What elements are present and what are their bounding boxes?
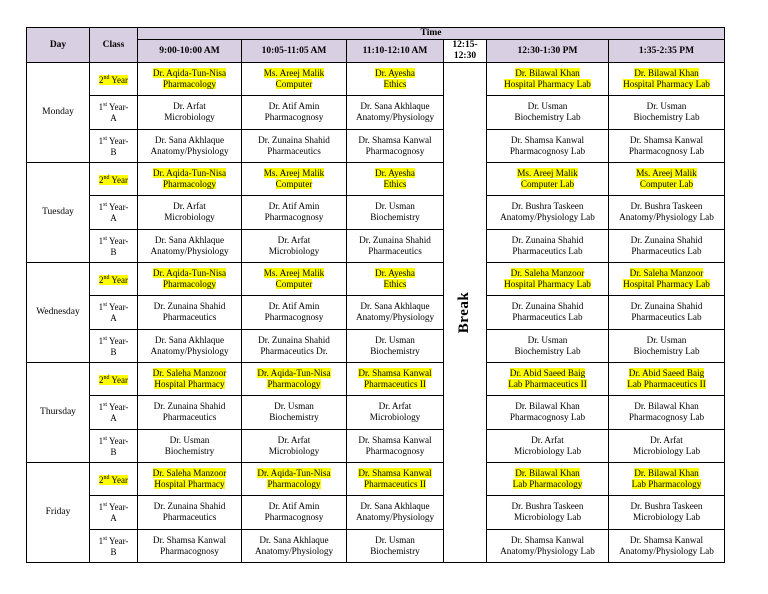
subject-name: Biochemistry bbox=[164, 445, 215, 456]
teacher-name: Dr. Ayesha bbox=[375, 168, 415, 179]
schedule-cell bbox=[242, 96, 347, 129]
schedule-cell bbox=[609, 162, 725, 195]
subject-name: Anatomy/Physiology Lab bbox=[619, 212, 714, 223]
teacher-name: Dr. Shamsa Kanwal bbox=[358, 368, 432, 379]
teacher-name: Ms. Areej Malik bbox=[636, 168, 697, 179]
schedule-cell bbox=[138, 196, 242, 229]
schedule-cell bbox=[487, 96, 609, 129]
table-row bbox=[27, 396, 725, 429]
subject-name: Pharmacognosy bbox=[365, 445, 425, 456]
teacher-name: Dr. Arfat bbox=[531, 434, 564, 445]
table-row bbox=[27, 529, 725, 562]
schedule-cell bbox=[347, 429, 444, 462]
class-label bbox=[90, 496, 138, 529]
day-name: Monday bbox=[27, 63, 90, 163]
subject-name: Hospital Pharmacy Lab bbox=[623, 279, 710, 290]
subject-name: Microbiology bbox=[164, 212, 215, 223]
teacher-name: Dr. Arfat bbox=[277, 434, 311, 445]
class-label-text: 1st Year- B bbox=[98, 235, 129, 257]
teacher-name: Dr. Ayesha bbox=[375, 68, 415, 79]
teacher-name: Dr. Ayesha bbox=[375, 268, 415, 279]
schedule-cell bbox=[347, 96, 444, 129]
schedule-cell bbox=[609, 196, 725, 229]
day-name: Friday bbox=[27, 462, 90, 562]
subject-name: Anatomy/Physiology bbox=[355, 512, 435, 523]
class-label-text: 2nd Year bbox=[98, 274, 128, 285]
teacher-name: Dr. Atif Amin bbox=[268, 101, 320, 112]
schedule-cell bbox=[138, 63, 242, 96]
subject-name: Anatomy/Physiology bbox=[150, 145, 229, 156]
teacher-name: Dr. Aqida-Tun-Nisa bbox=[257, 368, 331, 379]
schedule-cell bbox=[347, 63, 444, 96]
subject-name: Pharmacognosy bbox=[264, 512, 324, 523]
subject-name: Biochemistry bbox=[269, 412, 319, 423]
schedule-cell bbox=[347, 296, 444, 329]
subject-name: Microbiology Lab bbox=[513, 512, 582, 523]
header-slot-5: 1:35-2:35 PM bbox=[609, 40, 725, 63]
schedule-cell bbox=[609, 396, 725, 429]
teacher-name: Dr. Abid Saeed Baig bbox=[628, 368, 705, 379]
schedule-cell bbox=[242, 529, 347, 562]
class-label-text: 1st Year- A bbox=[98, 302, 129, 324]
teacher-name: Dr. Usman bbox=[646, 334, 687, 345]
table-row bbox=[27, 96, 725, 129]
teacher-name: Dr. Saleha Manzoor bbox=[629, 268, 704, 279]
subject-name: Biochemistry bbox=[370, 212, 420, 223]
schedule-cell bbox=[609, 229, 725, 262]
schedule-cell bbox=[609, 429, 725, 462]
schedule-cell bbox=[138, 429, 242, 462]
class-label-text: 2nd Year bbox=[98, 174, 128, 185]
schedule-cell bbox=[487, 129, 609, 162]
teacher-name: Dr. Shamsa Kanwal bbox=[510, 134, 585, 145]
class-label-text: 1st Year- A bbox=[98, 202, 129, 224]
teacher-name: Dr. Shamsa Kanwal bbox=[358, 468, 432, 479]
teacher-name: Dr. Bilawal Khan bbox=[515, 401, 580, 412]
subject-name: Computer Lab bbox=[520, 179, 575, 190]
break-column bbox=[444, 63, 487, 563]
subject-name: Hospital Pharmacy bbox=[154, 479, 225, 490]
schedule-cell bbox=[609, 362, 725, 395]
teacher-name: Dr. Aqida-Tun-Nisa bbox=[152, 68, 227, 79]
teacher-name: Dr. Zunaina Shahid bbox=[511, 234, 584, 245]
table-row bbox=[27, 496, 725, 529]
subject-name: Pharmacognosy bbox=[264, 312, 324, 323]
subject-name: Microbiology bbox=[268, 245, 320, 256]
schedule-cell bbox=[487, 496, 609, 529]
schedule-cell bbox=[242, 429, 347, 462]
subject-name: Biochemistry Lab bbox=[514, 112, 581, 123]
subject-name: Biochemistry Lab bbox=[633, 345, 700, 356]
table-row bbox=[27, 329, 725, 362]
class-label bbox=[90, 162, 138, 195]
subject-name: Pharmacognosy Lab bbox=[509, 145, 586, 156]
schedule-cell bbox=[138, 496, 242, 529]
subject-name: Anatomy/Physiology bbox=[150, 345, 229, 356]
class-label bbox=[90, 462, 138, 495]
class-label bbox=[90, 196, 138, 229]
teacher-name: Dr. Arfat bbox=[173, 101, 206, 112]
subject-name: Pharmacognosy bbox=[365, 145, 425, 156]
subject-name: Biochemistry Lab bbox=[514, 345, 581, 356]
subject-name: Pharmaceutics Lab bbox=[512, 312, 583, 323]
class-label bbox=[90, 229, 138, 262]
teacher-name: Dr. Zunaina Shahid bbox=[511, 301, 584, 312]
subject-name: Computer Lab bbox=[639, 179, 694, 190]
subject-name: Pharmaceutics bbox=[162, 412, 217, 423]
teacher-name: Dr. Sana Akhlaque bbox=[360, 101, 430, 112]
class-label-text: 1st Year- B bbox=[98, 435, 129, 457]
teacher-name: Dr. Zunaina Shahid bbox=[153, 401, 226, 412]
timetable-body bbox=[27, 63, 725, 563]
subject-name: Anatomy/Physiology bbox=[150, 245, 229, 256]
subject-name: Pharmacology bbox=[267, 379, 321, 390]
teacher-name: Ms. Areej Malik bbox=[263, 68, 325, 79]
table-row bbox=[27, 229, 725, 262]
class-label bbox=[90, 96, 138, 129]
day-name: Thursday bbox=[27, 362, 90, 462]
table-row bbox=[27, 129, 725, 162]
schedule-cell bbox=[242, 296, 347, 329]
subject-name: Lab Pharmaceutics II bbox=[508, 379, 587, 390]
class-label bbox=[90, 362, 138, 395]
schedule-cell bbox=[487, 429, 609, 462]
schedule-cell bbox=[347, 162, 444, 195]
schedule-cell bbox=[347, 129, 444, 162]
schedule-cell bbox=[138, 462, 242, 495]
subject-name: Ethics bbox=[383, 279, 407, 290]
teacher-name: Dr. Saleha Manzoor bbox=[152, 468, 227, 479]
teacher-name: Dr. Zunaina Shahid bbox=[359, 234, 431, 245]
class-label bbox=[90, 296, 138, 329]
teacher-name: Dr. Usman bbox=[527, 334, 568, 345]
teacher-name: Dr. Arfat bbox=[650, 434, 683, 445]
subject-name: Computer bbox=[275, 179, 313, 190]
schedule-cell bbox=[242, 396, 347, 429]
class-label-text: 1st Year- A bbox=[98, 502, 129, 524]
class-label-text: 2nd Year bbox=[98, 474, 128, 485]
schedule-cell bbox=[609, 462, 725, 495]
day-name: Tuesday bbox=[27, 162, 90, 262]
class-label bbox=[90, 429, 138, 462]
teacher-name: Dr. Bilawal Khan bbox=[634, 401, 699, 412]
subject-name: Microbiology bbox=[164, 112, 215, 123]
schedule-cell bbox=[609, 262, 725, 295]
subject-name: Anatomy/Physiology bbox=[254, 545, 334, 556]
subject-name: Computer bbox=[275, 279, 313, 290]
subject-name: Computer bbox=[275, 79, 313, 90]
subject-name: Pharmacognosy bbox=[264, 212, 324, 223]
schedule-cell bbox=[487, 229, 609, 262]
teacher-name: Ms. Areej Malik bbox=[517, 168, 578, 179]
subject-name: Pharmaceutics Dr. bbox=[260, 345, 328, 356]
header-day: Day bbox=[27, 28, 90, 63]
table-row bbox=[27, 429, 725, 462]
table-row bbox=[27, 162, 725, 195]
teacher-name: Dr. Usman bbox=[169, 434, 210, 445]
table-row bbox=[27, 196, 725, 229]
subject-name: Pharmaceutics bbox=[368, 245, 422, 256]
teacher-name: Dr. Atif Amin bbox=[268, 501, 320, 512]
schedule-cell bbox=[138, 296, 242, 329]
schedule-cell bbox=[487, 162, 609, 195]
header-slot-1: 9:00-10:00 AM bbox=[138, 40, 242, 63]
schedule-cell bbox=[347, 396, 444, 429]
subject-name: Microbiology Lab bbox=[513, 445, 582, 456]
teacher-name: Dr. Atif Amin bbox=[268, 201, 320, 212]
break-label: Break bbox=[456, 291, 473, 333]
subject-name: Pharmacognosy Lab bbox=[628, 145, 705, 156]
teacher-name: Dr. Zunaina Shahid bbox=[153, 501, 226, 512]
class-label-text: 1st Year- A bbox=[98, 102, 129, 124]
subject-name: Biochemistry bbox=[370, 545, 420, 556]
teacher-name: Dr. Usman bbox=[375, 534, 415, 545]
subject-name: Pharmaceutics II bbox=[364, 479, 426, 490]
schedule-cell bbox=[347, 229, 444, 262]
teacher-name: Dr. Arfat bbox=[378, 401, 412, 412]
subject-name: Ethics bbox=[383, 79, 407, 90]
teacher-name: Dr. Usman bbox=[646, 101, 687, 112]
schedule-cell bbox=[138, 96, 242, 129]
teacher-name: Dr. Abid Saeed Baig bbox=[509, 368, 586, 379]
table-row bbox=[27, 63, 725, 96]
teacher-name: Dr. Bushra Taskeen bbox=[630, 501, 703, 512]
subject-name: Pharmaceutics Lab bbox=[512, 245, 583, 256]
header-class: Class bbox=[90, 28, 138, 63]
schedule-cell bbox=[487, 63, 609, 96]
subject-name: Pharmaceutics Lab bbox=[631, 312, 702, 323]
schedule-cell bbox=[138, 529, 242, 562]
teacher-name: Dr. Sana Akhlaque bbox=[154, 234, 225, 245]
schedule-cell bbox=[609, 296, 725, 329]
class-label-text: 2nd Year bbox=[98, 74, 128, 85]
class-label bbox=[90, 529, 138, 562]
header-slot-break: 12:15-12:30 bbox=[444, 40, 487, 63]
table-row bbox=[27, 262, 725, 295]
teacher-name: Dr. Zunaina Shahid bbox=[630, 234, 703, 245]
class-label-text: 1st Year- B bbox=[98, 335, 129, 357]
teacher-name: Dr. Sana Akhlaque bbox=[360, 501, 430, 512]
teacher-name: Dr. Atif Amin bbox=[268, 301, 320, 312]
teacher-name: Dr. Bilawal Khan bbox=[634, 468, 699, 479]
teacher-name: Dr. Sana Akhlaque bbox=[259, 534, 329, 545]
subject-name: Anatomy/Physiology Lab bbox=[619, 545, 714, 556]
teacher-name: Dr. Saleha Manzoor bbox=[510, 268, 585, 279]
teacher-name: Dr. Saleha Manzoor bbox=[152, 368, 227, 379]
subject-name: Pharmaceutics bbox=[162, 312, 217, 323]
schedule-cell bbox=[487, 296, 609, 329]
subject-name: Microbiology Lab bbox=[632, 512, 701, 523]
teacher-name: Dr. Bilawal Khan bbox=[515, 468, 580, 479]
schedule-cell bbox=[242, 462, 347, 495]
teacher-name: Dr. Shamsa Kanwal bbox=[629, 134, 704, 145]
schedule-cell bbox=[609, 496, 725, 529]
class-label-text: 1st Year- B bbox=[98, 135, 129, 157]
schedule-cell bbox=[242, 229, 347, 262]
subject-name: Hospital Pharmacy Lab bbox=[504, 79, 591, 90]
subject-name: Ethics bbox=[383, 179, 407, 190]
schedule-cell bbox=[347, 462, 444, 495]
class-label bbox=[90, 329, 138, 362]
teacher-name: Dr. Arfat bbox=[173, 201, 206, 212]
subject-name: Pharmacognosy Lab bbox=[509, 412, 586, 423]
subject-name: Pharmacology bbox=[162, 279, 217, 290]
schedule-cell bbox=[242, 329, 347, 362]
schedule-cell bbox=[242, 262, 347, 295]
teacher-name: Dr. Bushra Taskeen bbox=[630, 201, 703, 212]
table-row bbox=[27, 362, 725, 395]
schedule-cell bbox=[347, 529, 444, 562]
teacher-name: Dr. Zunaina Shahid bbox=[258, 334, 330, 345]
schedule-cell bbox=[609, 329, 725, 362]
subject-name: Pharmaceutics bbox=[267, 145, 321, 156]
schedule-cell bbox=[138, 229, 242, 262]
teacher-name: Dr. Bilawal Khan bbox=[634, 68, 699, 79]
subject-name: Pharmacognosy Lab bbox=[628, 412, 705, 423]
class-label bbox=[90, 262, 138, 295]
subject-name: Lab Pharmacology bbox=[631, 479, 702, 490]
teacher-name: Dr. Usman bbox=[375, 201, 415, 212]
teacher-name: Ms. Areej Malik bbox=[263, 268, 325, 279]
teacher-name: Dr. Usman bbox=[375, 334, 415, 345]
schedule-cell bbox=[347, 262, 444, 295]
subject-name: Hospital Pharmacy Lab bbox=[504, 279, 591, 290]
schedule-cell bbox=[347, 496, 444, 529]
table-row bbox=[27, 296, 725, 329]
day-name: Wednesday bbox=[27, 262, 90, 362]
subject-name: Anatomy/Physiology Lab bbox=[500, 212, 595, 223]
class-label bbox=[90, 396, 138, 429]
teacher-name: Dr. Shamsa Kanwal bbox=[358, 434, 432, 445]
teacher-name: Dr. Shamsa Kanwal bbox=[358, 134, 432, 145]
header-slot-4: 12:30-1:30 PM bbox=[487, 40, 609, 63]
subject-name: Lab Pharmacology bbox=[512, 479, 583, 490]
schedule-cell bbox=[138, 262, 242, 295]
teacher-name: Dr. Usman bbox=[274, 401, 314, 412]
subject-name: Hospital Pharmacy Lab bbox=[623, 79, 710, 90]
subject-name: Pharmacology bbox=[162, 79, 217, 90]
class-label-text: 1st Year- A bbox=[98, 402, 129, 424]
class-label bbox=[90, 129, 138, 162]
teacher-name: Dr. Sana Akhlaque bbox=[360, 301, 430, 312]
subject-name: Hospital Pharmacy bbox=[154, 379, 225, 390]
schedule-cell bbox=[242, 196, 347, 229]
schedule-cell bbox=[242, 162, 347, 195]
schedule-cell bbox=[347, 196, 444, 229]
subject-name: Pharmacology bbox=[267, 479, 321, 490]
teacher-name: Dr. Bilawal Khan bbox=[515, 68, 580, 79]
teacher-name: Dr. Bushra Taskeen bbox=[511, 201, 584, 212]
subject-name: Pharmacognosy bbox=[264, 112, 324, 123]
schedule-cell bbox=[242, 362, 347, 395]
schedule-cell bbox=[487, 329, 609, 362]
subject-name: Biochemistry bbox=[370, 345, 420, 356]
schedule-cell bbox=[609, 529, 725, 562]
teacher-name: Dr. Shamsa Kanwal bbox=[152, 534, 227, 545]
timetable bbox=[26, 27, 725, 563]
schedule-cell bbox=[242, 129, 347, 162]
subject-name: Anatomy/Physiology bbox=[355, 312, 435, 323]
subject-name: Lab Pharmaceutics II bbox=[627, 379, 706, 390]
class-label-text: 2nd Year bbox=[98, 374, 128, 385]
teacher-name: Ms. Areej Malik bbox=[263, 168, 325, 179]
subject-name: Pharmaceutics II bbox=[364, 379, 426, 390]
subject-name: Pharmaceutics Lab bbox=[631, 245, 702, 256]
schedule-cell bbox=[242, 496, 347, 529]
header-slot-2: 10:05-11:05 AM bbox=[242, 40, 347, 63]
teacher-name: Dr. Usman bbox=[527, 101, 568, 112]
subject-name: Pharmacology bbox=[162, 179, 217, 190]
teacher-name: Dr. Zunaina Shahid bbox=[630, 301, 703, 312]
teacher-name: Dr. Aqida-Tun-Nisa bbox=[257, 468, 331, 479]
schedule-cell bbox=[138, 129, 242, 162]
teacher-name: Dr. Sana Akhlaque bbox=[154, 334, 225, 345]
subject-name: Anatomy/Physiology Lab bbox=[500, 545, 595, 556]
schedule-cell bbox=[487, 396, 609, 429]
teacher-name: Dr. Shamsa Kanwal bbox=[510, 534, 585, 545]
schedule-cell bbox=[487, 362, 609, 395]
schedule-cell bbox=[242, 63, 347, 96]
schedule-cell bbox=[487, 529, 609, 562]
subject-name: Pharmacognosy bbox=[160, 545, 219, 556]
schedule-cell bbox=[138, 396, 242, 429]
schedule-cell bbox=[347, 329, 444, 362]
schedule-cell bbox=[138, 329, 242, 362]
teacher-name: Dr. Bushra Taskeen bbox=[511, 501, 584, 512]
subject-name: Microbiology bbox=[268, 445, 320, 456]
teacher-name: Dr. Shamsa Kanwal bbox=[629, 534, 704, 545]
class-label bbox=[90, 63, 138, 96]
teacher-name: Dr. Aqida-Tun-Nisa bbox=[152, 168, 227, 179]
schedule-cell bbox=[347, 362, 444, 395]
schedule-cell bbox=[487, 462, 609, 495]
subject-name: Anatomy/Physiology bbox=[355, 112, 435, 123]
schedule-cell bbox=[487, 262, 609, 295]
subject-name: Microbiology Lab bbox=[632, 445, 701, 456]
teacher-name: Dr. Aqida-Tun-Nisa bbox=[152, 268, 227, 279]
schedule-cell bbox=[609, 129, 725, 162]
header-time: Time bbox=[138, 28, 725, 40]
class-label-text: 1st Year- B bbox=[98, 535, 129, 557]
schedule-cell bbox=[138, 362, 242, 395]
header-slot-3: 11:10-12:10 AM bbox=[347, 40, 444, 63]
subject-name: Microbiology bbox=[369, 412, 421, 423]
subject-name: Biochemistry Lab bbox=[633, 112, 700, 123]
table-row bbox=[27, 462, 725, 495]
schedule-cell bbox=[609, 63, 725, 96]
schedule-cell bbox=[138, 162, 242, 195]
subject-name: Pharmaceutics bbox=[162, 512, 217, 523]
teacher-name: Dr. Zunaina Shahid bbox=[153, 301, 226, 312]
teacher-name: Dr. Sana Akhlaque bbox=[154, 134, 225, 145]
schedule-cell bbox=[487, 196, 609, 229]
schedule-cell bbox=[609, 96, 725, 129]
teacher-name: Dr. Zunaina Shahid bbox=[258, 134, 330, 145]
teacher-name: Dr. Arfat bbox=[277, 234, 311, 245]
